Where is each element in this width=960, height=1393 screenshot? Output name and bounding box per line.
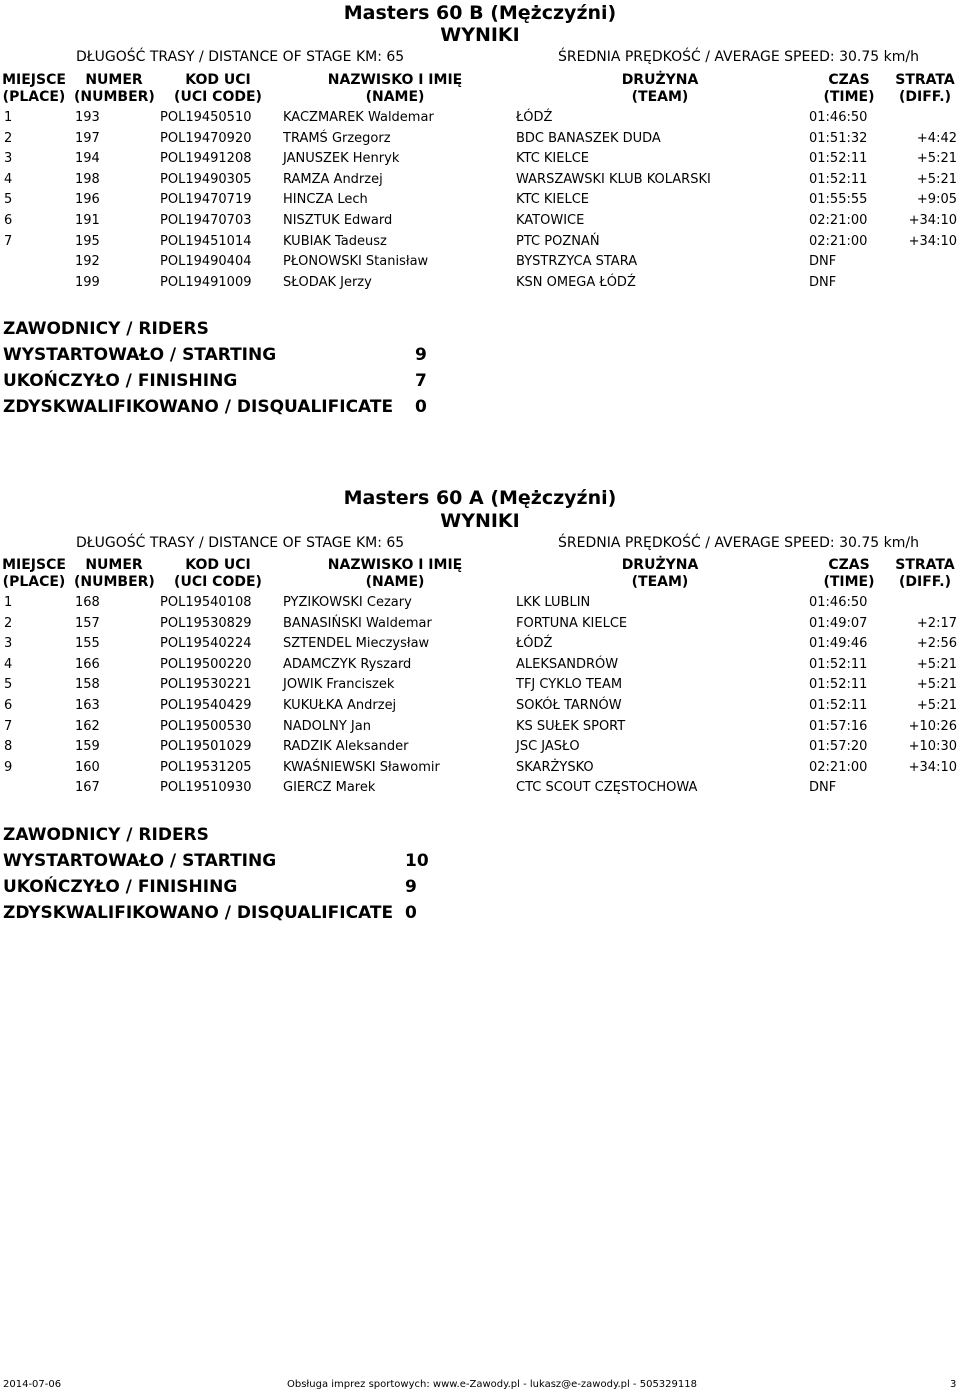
disqualified-count: 0 <box>405 903 417 923</box>
time-cell: 01:49:07 <box>809 615 868 631</box>
number-cell: 163 <box>75 698 100 713</box>
team-cell: ALEKSANDRÓW <box>516 656 619 672</box>
diff-cell: +2:56 <box>916 636 957 652</box>
number-cell: 166 <box>75 656 100 672</box>
header-team: DRUŻYNA (TEAM) <box>621 72 699 105</box>
diff-cell: +10:26 <box>908 718 957 734</box>
number-cell: 195 <box>75 233 100 249</box>
diff-cell: +5:21 <box>916 171 957 187</box>
average-speed-info: ŚREDNIA PRĘDKOŚĆ / AVERAGE SPEED: 30.75 km/h <box>558 535 919 551</box>
time-cell: DNF <box>809 780 837 796</box>
header-name: NAZWISKO I IMIĘ (NAME) <box>327 557 463 590</box>
table-row <box>0 252 960 272</box>
table-row <box>0 211 960 231</box>
table-row <box>0 273 960 293</box>
place-cell: 2 <box>4 130 13 146</box>
table-row <box>0 149 960 169</box>
time-cell: 01:51:32 <box>809 130 868 146</box>
uci-code-cell: POL19530829 <box>160 615 252 631</box>
uci-code-cell: POL19491009 <box>160 274 252 290</box>
number-cell: 157 <box>75 615 100 631</box>
header-number: NUMER (NUMBER) <box>74 557 155 590</box>
uci-code-cell: POL19490404 <box>160 254 252 270</box>
diff-cell: +5:21 <box>916 677 957 693</box>
number-cell: 168 <box>75 595 100 610</box>
riders-label: ZAWODNICY / RIDERS <box>3 825 209 845</box>
diff-cell: +5:21 <box>916 656 957 672</box>
team-cell: PTC POZNAŃ <box>516 233 600 249</box>
place-cell: 1 <box>4 595 13 610</box>
uci-code-cell: POL19531205 <box>160 759 252 775</box>
disqualified-label: ZDYSKWALIFIKOWANO / DISQUALIFICATE <box>3 903 394 923</box>
time-cell: DNF <box>809 254 837 270</box>
distance-info: DŁUGOŚĆ TRASY / DISTANCE OF STAGE KM: 65 <box>76 535 405 551</box>
riders-label: ZAWODNICY / RIDERS <box>3 319 209 339</box>
table-row <box>0 696 960 716</box>
place-cell: 7 <box>4 718 13 734</box>
team-cell: KTC KIELCE <box>516 151 590 167</box>
header-time: CZAS (TIME) <box>823 557 875 590</box>
header-diff: STRATA (DIFF.) <box>895 72 955 105</box>
name-cell: ADAMCZYK Ryszard <box>283 656 412 672</box>
uci-code-cell: POL19491208 <box>160 151 252 167</box>
uci-code-cell: POL19530221 <box>160 677 252 693</box>
team-cell: JSC JASŁO <box>516 739 580 755</box>
time-cell: 01:46:50 <box>809 110 868 125</box>
place-cell: 5 <box>4 677 13 693</box>
starting-label: WYSTARTOWAŁO / STARTING <box>3 345 277 365</box>
name-cell: KACZMAREK Waldemar <box>283 110 434 125</box>
finishing-label: UKOŃCZYŁO / FINISHING <box>3 371 238 391</box>
time-cell: 01:57:20 <box>809 739 868 755</box>
table-row <box>0 232 960 252</box>
time-cell: 02:21:00 <box>809 213 868 228</box>
name-cell: TRAMŚ Grzegorz <box>283 130 391 146</box>
diff-cell: +10:30 <box>908 739 957 755</box>
uci-code-cell: POL19470920 <box>160 130 252 146</box>
team-cell: SOKÓŁ TARNÓW <box>516 698 622 713</box>
place-cell: 4 <box>4 171 13 187</box>
table-row <box>0 675 960 695</box>
header-team: DRUŻYNA (TEAM) <box>621 557 699 590</box>
time-cell: 01:52:11 <box>809 171 868 187</box>
place-cell: 6 <box>4 698 13 713</box>
name-cell: RADZIK Aleksander <box>283 739 409 755</box>
table-row <box>0 655 960 675</box>
average-speed-info: ŚREDNIA PRĘDKOŚĆ / AVERAGE SPEED: 30.75 km/h <box>558 49 919 65</box>
place-cell: 4 <box>4 656 13 672</box>
diff-cell: +9:05 <box>916 192 957 208</box>
table-row <box>0 778 960 798</box>
table-row <box>0 737 960 757</box>
place-cell: 5 <box>4 192 13 208</box>
starting-label: WYSTARTOWAŁO / STARTING <box>3 851 277 871</box>
team-cell: BDC BANASZEK DUDA <box>516 130 661 146</box>
team-cell: WARSZAWSKI KLUB KOLARSKI <box>516 171 711 187</box>
number-cell: 158 <box>75 677 100 693</box>
time-cell: 01:52:11 <box>809 656 868 672</box>
table-row <box>0 593 960 613</box>
header-number: NUMER (NUMBER) <box>74 72 155 105</box>
diff-cell: +2:17 <box>916 615 957 631</box>
uci-code-cell: POL19510930 <box>160 780 252 796</box>
team-cell: KATOWICE <box>516 213 585 228</box>
name-cell: HINCZA Lech <box>283 192 368 208</box>
number-cell: 167 <box>75 780 100 796</box>
table-row <box>0 758 960 778</box>
name-cell: PYZIKOWSKI Cezary <box>283 595 412 610</box>
name-cell: JANUSZEK Henryk <box>283 151 400 167</box>
uci-code-cell: POL19450510 <box>160 110 252 125</box>
header-uci: KOD UCI (UCI CODE) <box>174 557 262 590</box>
distance-info: DŁUGOŚĆ TRASY / DISTANCE OF STAGE KM: 65 <box>76 49 405 65</box>
diff-cell: +34:10 <box>908 233 957 249</box>
diff-cell: +34:10 <box>908 213 957 228</box>
footer-service: Obsługa imprez sportowych: www.e-Zawody.pl - lukasz@e-zawody.pl - 505329118 <box>287 1379 697 1390</box>
name-cell: KUBIAK Tadeusz <box>283 233 387 249</box>
finishing-count: 7 <box>415 371 427 391</box>
number-cell: 191 <box>75 213 100 228</box>
place-cell: 3 <box>4 636 13 652</box>
disqualified-count: 0 <box>415 397 427 417</box>
number-cell: 199 <box>75 274 100 290</box>
place-cell: 1 <box>4 110 13 125</box>
team-cell: KTC KIELCE <box>516 192 590 208</box>
diff-cell: +4:42 <box>916 130 957 146</box>
diff-cell: +5:21 <box>916 151 957 167</box>
team-cell: BYSTRZYCA STARA <box>516 254 638 270</box>
uci-code-cell: POL19451014 <box>160 233 252 249</box>
uci-code-cell: POL19501029 <box>160 739 252 755</box>
section-subtitle: WYNIKI <box>440 510 520 532</box>
uci-code-cell: POL19540224 <box>160 636 252 652</box>
section-subtitle: WYNIKI <box>440 24 520 46</box>
disqualified-label: ZDYSKWALIFIKOWANO / DISQUALIFICATE <box>3 397 394 417</box>
uci-code-cell: POL19490305 <box>160 171 252 187</box>
name-cell: NISZTUK Edward <box>283 213 393 228</box>
time-cell: 01:57:16 <box>809 718 868 734</box>
uci-code-cell: POL19470703 <box>160 213 252 228</box>
starting-count: 10 <box>405 851 429 871</box>
number-cell: 193 <box>75 110 100 125</box>
uci-code-cell: POL19500530 <box>160 718 252 734</box>
number-cell: 197 <box>75 130 100 146</box>
time-cell: 01:52:11 <box>809 151 868 167</box>
header-uci: KOD UCI (UCI CODE) <box>174 72 262 105</box>
header-name: NAZWISKO I IMIĘ (NAME) <box>327 72 463 105</box>
header-place: MIEJSCE (PLACE) <box>2 557 66 590</box>
team-cell: TFJ CYKLO TEAM <box>516 677 623 693</box>
finishing-label: UKOŃCZYŁO / FINISHING <box>3 877 238 897</box>
place-cell: 3 <box>4 151 13 167</box>
time-cell: 01:49:46 <box>809 636 868 652</box>
number-cell: 196 <box>75 192 100 208</box>
team-cell: FORTUNA KIELCE <box>516 615 628 631</box>
table-row <box>0 108 960 128</box>
diff-cell: +5:21 <box>916 698 957 713</box>
number-cell: 159 <box>75 739 100 755</box>
time-cell: 01:55:55 <box>809 192 868 208</box>
place-cell: 6 <box>4 213 13 228</box>
section-title: Masters 60 A (Mężczyźni) <box>343 487 617 509</box>
starting-count: 9 <box>415 345 427 365</box>
team-cell: LKK LUBLIN <box>516 595 591 610</box>
place-cell: 7 <box>4 233 13 249</box>
header-time: CZAS (TIME) <box>823 72 875 105</box>
uci-code-cell: POL19540108 <box>160 595 252 610</box>
place-cell: 8 <box>4 739 13 755</box>
name-cell: NADOLNY Jan <box>283 718 371 734</box>
team-cell: ŁÓDŹ <box>516 636 553 652</box>
name-cell: JOWIK Franciszek <box>283 677 395 693</box>
time-cell: 01:52:11 <box>809 698 868 713</box>
place-cell: 2 <box>4 615 13 631</box>
team-cell: KSN OMEGA ŁÓDŹ <box>516 274 636 290</box>
table-row <box>0 717 960 737</box>
name-cell: SZTENDEL Mieczysław <box>283 636 430 652</box>
uci-code-cell: POL19500220 <box>160 656 252 672</box>
diff-cell: +34:10 <box>908 759 957 775</box>
number-cell: 198 <box>75 171 100 187</box>
place-cell: 9 <box>4 759 13 775</box>
time-cell: 01:52:11 <box>809 677 868 693</box>
table-row <box>0 634 960 654</box>
table-row <box>0 170 960 190</box>
number-cell: 162 <box>75 718 100 734</box>
uci-code-cell: POL19540429 <box>160 698 252 713</box>
header-place: MIEJSCE (PLACE) <box>2 72 66 105</box>
name-cell: PŁONOWSKI Stanisław <box>283 254 429 270</box>
name-cell: SŁODAK Jerzy <box>283 274 372 290</box>
name-cell: KWAŚNIEWSKI Sławomir <box>283 759 440 775</box>
time-cell: 01:46:50 <box>809 595 868 610</box>
finishing-count: 9 <box>405 877 417 897</box>
team-cell: SKARŻYSKO <box>516 759 594 775</box>
name-cell: GIERCZ Marek <box>283 780 376 796</box>
footer-date: 2014-07-06 <box>3 1379 62 1390</box>
name-cell: KUKUŁKA Andrzej <box>283 698 397 713</box>
team-cell: ŁÓDŹ <box>516 110 553 125</box>
uci-code-cell: POL19470719 <box>160 192 252 208</box>
footer-page-number: 3 <box>950 1379 957 1390</box>
time-cell: 02:21:00 <box>809 233 868 249</box>
number-cell: 192 <box>75 254 100 270</box>
name-cell: BANASIŃSKI Waldemar <box>283 615 432 631</box>
table-row <box>0 614 960 634</box>
table-row <box>0 129 960 149</box>
number-cell: 155 <box>75 636 100 652</box>
team-cell: KS SUŁEK SPORT <box>516 718 626 734</box>
header-diff: STRATA (DIFF.) <box>895 557 955 590</box>
table-row <box>0 190 960 210</box>
name-cell: RAMZA Andrzej <box>283 171 383 187</box>
time-cell: DNF <box>809 274 837 290</box>
team-cell: CTC SCOUT CZĘSTOCHOWA <box>516 780 698 796</box>
number-cell: 160 <box>75 759 100 775</box>
number-cell: 194 <box>75 151 100 167</box>
section-title: Masters 60 B (Mężczyźni) <box>343 2 617 24</box>
time-cell: 02:21:00 <box>809 759 868 775</box>
